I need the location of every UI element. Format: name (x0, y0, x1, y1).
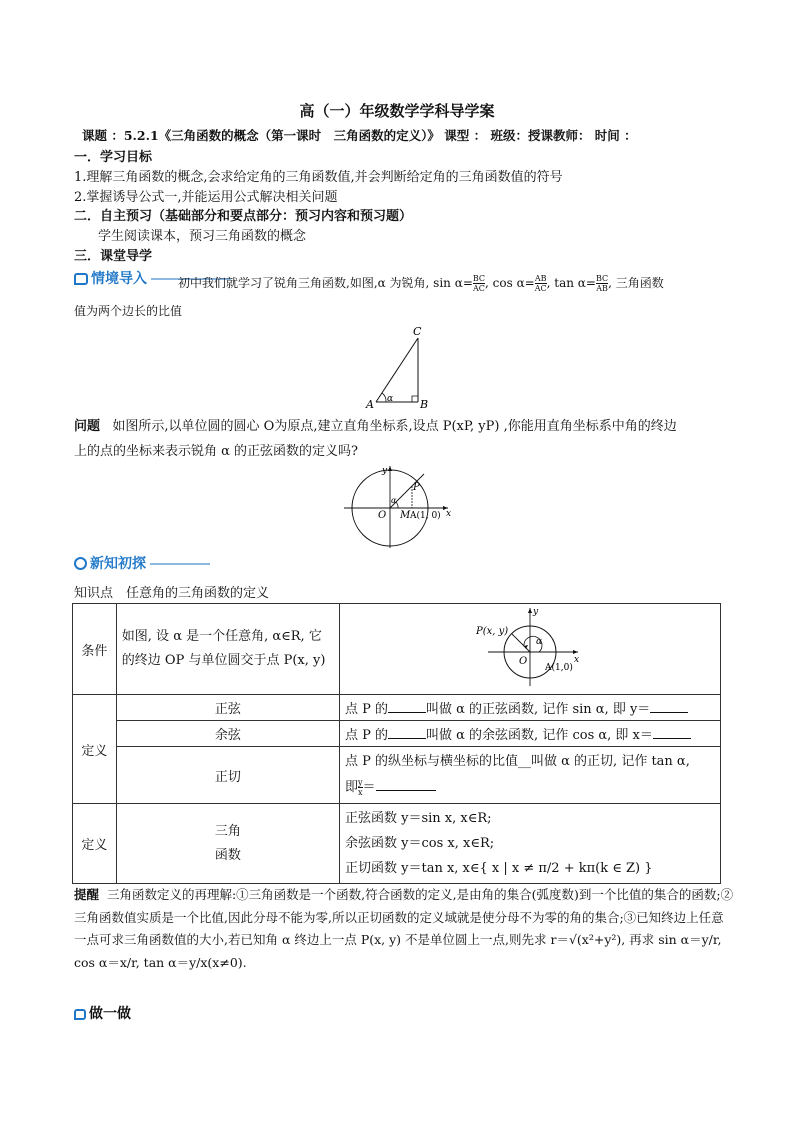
fn-sin: 正弦函数 y＝sin x, x∈R; (345, 811, 492, 826)
sin-def (340, 695, 721, 721)
cond-text-2: 的终边 OP 与单位圆交于点 P(x, y) (121, 653, 326, 668)
newknow-banner (74, 553, 210, 573)
cond-text (116, 604, 339, 695)
intro-text (178, 274, 664, 293)
cond-figure-cell (340, 604, 721, 695)
frac3-num: BC (595, 274, 609, 283)
fn-tan: 正切函数 y＝tan x, x∈{ x | x ≠ π/2 + kπ(k ∈ Z) } (345, 861, 653, 876)
cos-name: 余弦 (116, 721, 339, 747)
origin-label: O (378, 510, 387, 521)
fig2-alpha-label: α (536, 637, 543, 647)
cos-text-2: 叫做 α 的余弦函数, 记作 cos α, 即 x＝ (426, 728, 653, 743)
angle-alpha-label: α (391, 496, 397, 505)
fig2-a-label: A(1,0) (545, 663, 573, 673)
goal-1: 1.理解三角函数的概念,会求给定角的三角函数值,并会判断给定角的三角函数值的符号 (74, 170, 563, 185)
tan-frac-den: x (358, 788, 363, 797)
sin-text-2: 叫做 α 的正弦函数, 记作 sin α, 即 y＝ (426, 702, 651, 717)
lesson-meta: 课题 ：5.2.1《三角函数的概念（第一课时 三角函数的定义）》 课型 ： 班级：授课教师： 时间 ： (82, 128, 637, 143)
tan-def (340, 747, 721, 804)
banner-underline-2 (150, 563, 210, 565)
intro-text-a: 初中我们就学习了锐角三角函数,如图,α 为锐角, sin α= (178, 276, 473, 290)
tip-paragraph (74, 884, 734, 974)
fig2-x-label: x (574, 655, 580, 665)
axis-x-label: x (446, 509, 452, 519)
frac-bc-ab (596, 274, 608, 293)
fn-name-2: 函数 (214, 847, 241, 863)
label-b: B (420, 398, 429, 411)
cos-label: , cos α= (485, 276, 535, 290)
chat-bubble-icon (74, 273, 88, 285)
section-guide-heading: 三．课堂导学 (74, 249, 153, 264)
cos-blank-1 (388, 738, 426, 739)
tan-text-2b: ＝ (362, 780, 376, 795)
unit-circle-figure (340, 462, 460, 548)
tip-label: 提醒 (74, 887, 100, 902)
preview-text: 学生阅读课本，预习三角函数的概念 (98, 229, 307, 244)
tan-name: 正切 (116, 747, 339, 804)
tip-text: 三角函数定义的再理解:①三角函数是一个函数,符合函数的定义,是由角的集合(弧度数)到一个比值的集合的函数;②三角函数值实质是一个比值,因此分母不能为零,所以正切函数的定义域就是使分母不为零的角的集合;③已知终边上任意一点可求三角函数值的大小,若已知角 α 终边上一点 P(x, y) 不是单位圆上一点,则先求 r＝√(x²+y²), 再求 sin α＝y/r, cos α＝x/r, tan α＝y/x(x≠0). (74, 887, 734, 970)
frac2-num: AB (534, 274, 547, 283)
def-label: 定义 (73, 695, 117, 804)
unit-circle-figure-2 (340, 604, 720, 690)
newknow-banner-label: 新知初探 (90, 556, 146, 572)
definition-table (72, 603, 721, 884)
label-a: A (366, 398, 374, 411)
frac-bc-ac (473, 274, 485, 293)
cond-text-1: 如图, 设 α 是一个任意角, α∈R, 它 (121, 629, 322, 644)
frac-ab-ac (535, 274, 547, 293)
fn-cos: 余弦函数 y＝cos x, x∈R; (345, 836, 495, 851)
fn-defs (340, 804, 721, 884)
fig2-p-label: P(x, y) (476, 626, 509, 637)
cos-def (340, 721, 721, 747)
page-title: 高（一）年级数学学科导学案 (299, 102, 495, 120)
cos-text: 点 P 的 (345, 728, 389, 743)
def2-label: 定义 (73, 804, 117, 884)
question-line-1 (74, 415, 677, 434)
intro-text-b: , 三角函数 (608, 276, 664, 290)
triangle-figure (360, 322, 440, 412)
magnifier-icon (74, 557, 87, 570)
tan-label: , tan α= (546, 276, 596, 290)
cos-blank-2 (653, 738, 691, 739)
tan-blank (376, 790, 436, 791)
practice-banner (74, 1003, 131, 1023)
sin-blank-1 (388, 712, 426, 713)
knowledge-point: 知识点 任意角的三角函数的定义 (74, 586, 270, 601)
frac2-den: AC (534, 284, 547, 293)
sin-text: 点 P 的 (345, 702, 389, 717)
fig2-origin-label: O (519, 656, 528, 667)
label-alpha: α (387, 394, 394, 404)
goal-2: 2.掌握诱导公式一,并能运用公式解决相关问题 (74, 190, 338, 205)
cond-label: 条件 (73, 604, 117, 695)
section-preview-heading: 二．自主预习（基础部分和要点部分：预习内容和预习题） (74, 209, 413, 224)
sin-name: 正弦 (116, 695, 339, 721)
tan-text-1: 点 P 的纵坐标与横坐标的比值__叫做 α 的正切, 记作 tan α, (345, 754, 690, 769)
point-m-label: M (400, 510, 411, 521)
question-line-2: 上的点的坐标来表示锐角 α 的正弦函数的定义吗? (74, 444, 359, 459)
note-icon (74, 1009, 86, 1020)
question-text-1: 如图所示,以单位圆的圆心 O为原点,建立直角坐标系,设点 P(xP, yP) ,你能用直角坐标系中角的终边 (112, 419, 677, 434)
axis-y-label: y (382, 466, 388, 476)
intro-text-c: 值为两个边长的比值 (74, 304, 183, 318)
section-goals-heading: 一．学习目标 (74, 150, 153, 165)
tan-text-2 (345, 775, 715, 801)
label-c: C (413, 325, 422, 338)
frac3-den: AB (596, 284, 608, 293)
fn-name-1: 三角 (214, 823, 241, 839)
frac1-den: AC (473, 284, 485, 293)
point-p-label: P (413, 482, 420, 493)
question-label: 问题 (74, 419, 101, 434)
tan-text-2a: 即 (345, 780, 359, 795)
point-a-label: A(1, 0) (410, 511, 441, 521)
tan-frac-num: y (358, 778, 363, 787)
intro-banner-label: 情境导入 (91, 271, 147, 287)
sin-blank-2 (650, 712, 688, 713)
fig2-y-label: y (533, 607, 539, 617)
fn-name (116, 804, 339, 884)
practice-banner-label: 做一做 (89, 1006, 131, 1022)
frac1-num: BC (472, 274, 486, 283)
